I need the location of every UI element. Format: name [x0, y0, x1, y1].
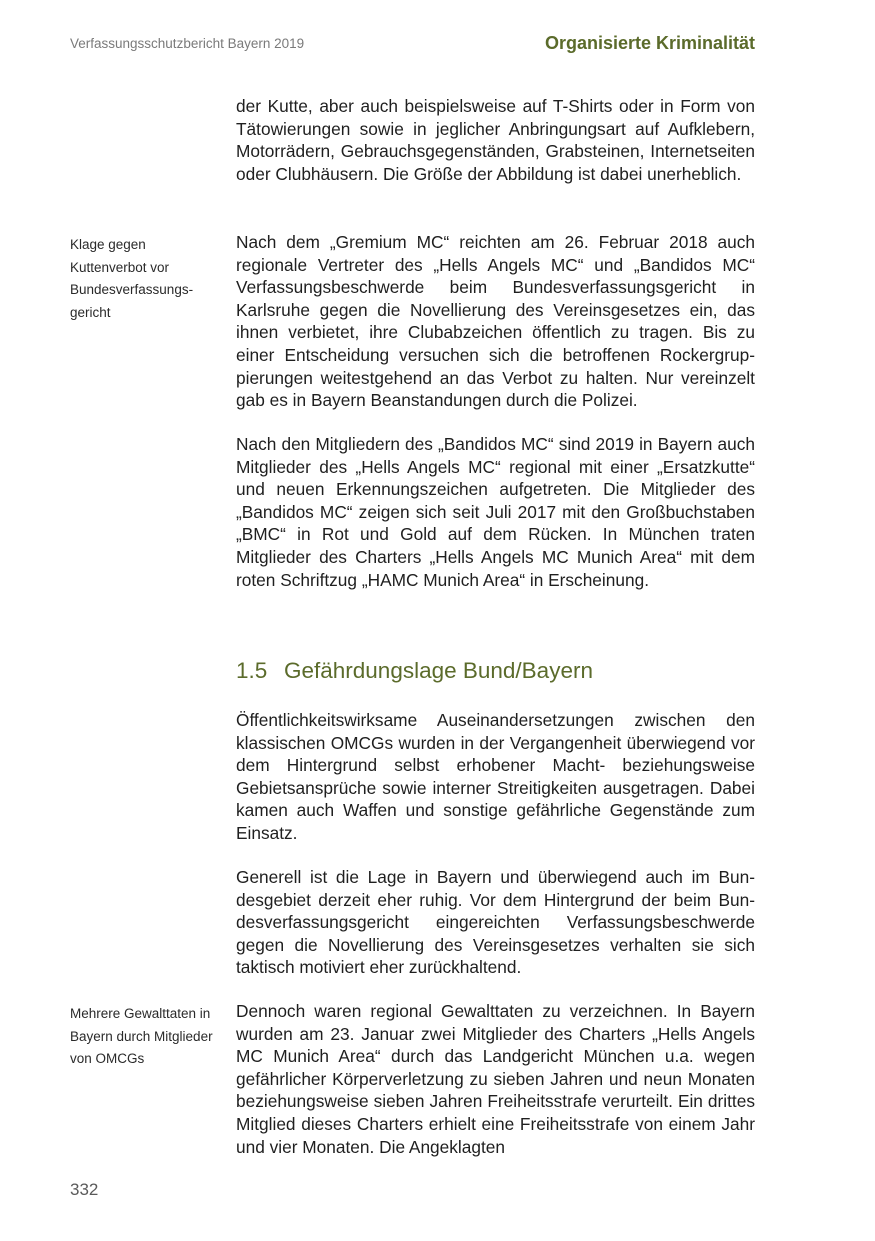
paragraph-verfassungsbeschwerde: Nach dem „Gremium MC“ reichten am 26. Februar 2018 auch regionale Vertreter des „Hells Angels MC“ und „Bandidos MC“ Verfassungsbeschwerde beim Bundesverfassungsgericht in Karlsruhe gegen die Novellierung des Vereinsgesetzes ein, das ihnen verbietet, ihre Clubabzeichen öffentlich zu tragen. Bis zu einer Entscheidung versuchen sich die betroffenen Rockergruppierungen weitestgehend an das Verbot zu halten. Nur vereinzelt gab es in Bayern Beanstandungen durch die Polizei. [236, 232, 755, 411]
running-header-title: Verfassungsschutzbericht Bayern 2019 [70, 36, 305, 51]
paragraph-lage: Generell ist die Lage in Bayern und überwiegend auch im Bundesgebiet derzeit eher ruhig. Vor dem Hintergrund der beim Bundesverfassungsgericht eingereichten Verfassungsbeschwerde gegen die Novellierung des Vereinsgesetzes verhalten sie sich taktisch motiviert eher zurückhaltend. [236, 867, 755, 978]
paragraph-auseinandersetzungen: Öffentlichkeitswirksame Auseinandersetzungen zwischen den klassischen OMCGs wurden in der Vergangenheit überwiegend vor dem Hintergrund selbst erhobener Macht- beziehungsweise Gebietsansprüche sowie interner Streitigkeiten ausgetragen. Dabei kamen auch Waffen und sonstige gefährliche Gegenstände zum Einsatz. [236, 710, 755, 843]
paragraph-kutte: der Kutte, aber auch beispielsweise auf T-Shirts oder in Form von Tätowierungen sowie in jeglicher Anbringungsart auf Aufklebern, Motorrädern, Gebrauchsgegenständen, Grabsteinen, Internetseiten oder Clubhäusern. Die Größe der Abbildung ist dabei unerheblich. [236, 96, 755, 184]
margin-note-klage: Klage gegen Kuttenverbot vor Bundesverfassungsgericht [70, 237, 194, 320]
section-title: Gefährdungslage Bund/Bayern [284, 658, 593, 683]
running-header-section: Organisierte Kriminalität [544, 33, 755, 53]
page-number: 332 [70, 1180, 99, 1199]
paragraph-gewalttaten: Dennoch waren regional Gewalttaten zu verzeichnen. In Bayern wurden am 23. Januar zwei Mitglieder des Charters „Hells Angels MC Munich Area“ durch das Landgericht München u.a. wegen gefährlicher Körperverletzung zu sieben Jahren und neun Monaten beziehungsweise sieben Jahren Freiheitsstrafe verurteilt. Ein drittes Mitglied dieses Charters erhielt eine Freiheitsstrafe von einem Jahr und vier Monaten. Die Angeklagten [236, 1001, 755, 1157]
section-heading [236, 658, 593, 684]
margin-note-gewalttaten: Mehrere Gewalttaten in Bayern durch Mitglieder von OMCGs [70, 1006, 213, 1066]
section-number: 1.5 [236, 658, 268, 683]
paragraph-ersatzkutte: Nach den Mitgliedern des „Bandidos MC“ sind 2019 in Bayern auch Mitglieder des „Hells Angels MC“ regional mit einer „Ersatzkutte“ und neuen Erkennungszeichen aufgetreten. Die Mitglieder des „Bandidos MC“ zeigen sich seit Juli 2017 mit den Großbuchstaben „BMC“ in Rot und Gold auf dem Rücken. In München traten Mitglieder des Charters „Hells Angels MC Munich Area“ mit dem roten Schriftzug „HAMC Munich Area“ in Erscheinung. [236, 434, 755, 590]
